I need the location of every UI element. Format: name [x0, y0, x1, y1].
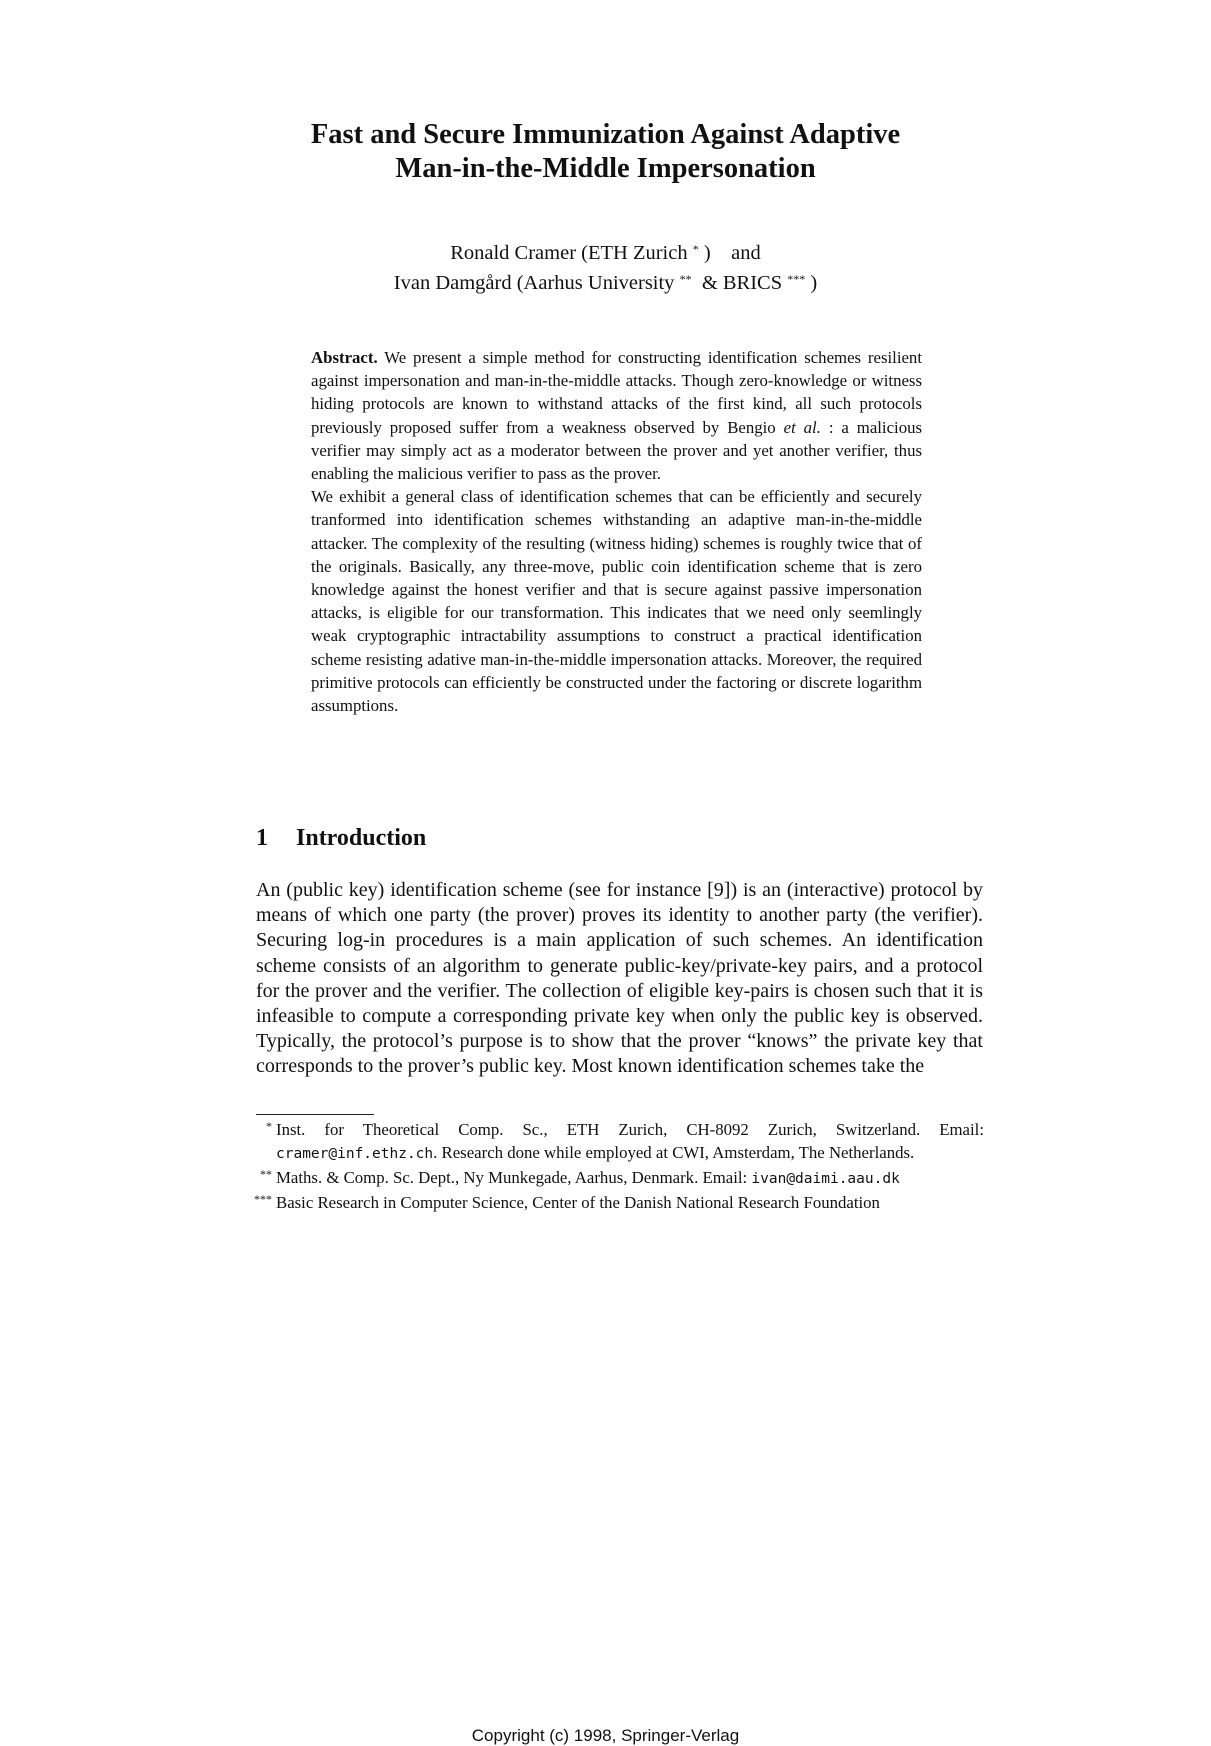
- abstract-text-1a: We present a simple method for constructing identification schemes resilient against impersonation and man-in-the-middle attacks. Though zero-knowledge or witness hiding protocols are known to withstand attacks of the first kind, all such protocols previously proposed suffer from a weakness observed by Bengio: [311, 348, 922, 437]
- author-2-name: Ivan Damgård (Aarhus University: [393, 272, 675, 294]
- footnote-2-mark: **: [260, 1167, 272, 1181]
- footnotes: [230, 1118, 984, 1214]
- author-line-2: [0, 266, 1211, 296]
- footnote-1-text-b: . Research done while employed at CWI, Amsterdam, The Netherlands.: [433, 1143, 915, 1162]
- author-2-close: ): [810, 272, 818, 294]
- abstract-paragraph-1: [311, 346, 922, 485]
- author-2-footnote-mark-2: ***: [787, 272, 806, 286]
- footnote-2-text-a: Maths. & Comp. Sc. Dept., Ny Munkegade, Aarhus, Denmark. Email:: [276, 1168, 748, 1187]
- author-block: [0, 236, 1211, 296]
- footnote-3: [230, 1191, 984, 1214]
- footnote-2-email: ivan@daimi.aau.dk: [751, 1171, 900, 1187]
- footnote-separator: [256, 1114, 374, 1115]
- footnote-2: [230, 1166, 984, 1191]
- abstract-et-al: et al.: [783, 417, 821, 437]
- introduction-paragraph: An (public key) identification scheme (see for instance [9]) is an (interactive) protocol by means of which one party (the prover) proves its identity to another party (the verifier). Securing log-in procedures is a main application of such schemes. An identification scheme consists of an algorithm to generate public-key/private-key pairs, and a protocol for the prover and the verifier. The collection of eligible key-pairs is chosen such that it is infeasible to compute a corresponding private key when only the public key is observed. Typically, the protocol’s purpose is to show that the prover “knows” the private key that corresponds to the prover’s public key. Most known identification schemes take the: [256, 879, 983, 1078]
- author-1-close: ): [703, 242, 711, 264]
- author-1-name: Ronald Cramer (ETH Zurich: [450, 242, 688, 264]
- section-title: Introduction: [296, 825, 427, 851]
- author-conjunction: and: [731, 242, 761, 264]
- abstract-text-1b: : a malicious verifier may simply act as a moderator between the prover and yet another verifier, thus enabling the malicious verifier to pass as the prover.: [311, 417, 923, 484]
- footnote-1: [230, 1118, 984, 1166]
- section-number: 1: [256, 825, 268, 851]
- footnote-3-mark: ***: [254, 1192, 272, 1206]
- paper-title: [0, 118, 1211, 186]
- footnote-1-text-a: Inst. for Theoretical Comp. Sc., ETH Zurich, CH-8092 Zurich, Switzerland. Email:: [276, 1120, 984, 1139]
- author-line-1: [0, 236, 1211, 266]
- section-heading-introduction: [256, 823, 426, 853]
- abstract: [311, 346, 922, 717]
- abstract-label: Abstract.: [311, 348, 378, 367]
- author-1-footnote-mark: *: [692, 242, 699, 256]
- copyright-notice: Copyright (c) 1998, Springer-Verlag: [471, 1726, 740, 1745]
- author-2-footnote-mark: **: [679, 272, 692, 286]
- footnote-1-email: cramer@inf.ethz.ch: [276, 1146, 434, 1162]
- title-line-1: Fast and Secure Immunization Against Adaptive: [310, 119, 901, 150]
- author-2-affiliation: & BRICS: [701, 272, 783, 294]
- introduction-body: [256, 878, 983, 1080]
- footnote-3-text-a: Basic Research in Computer Science, Center of the Danish National Research Foundation: [276, 1193, 880, 1212]
- footnote-1-mark: *: [266, 1119, 272, 1133]
- abstract-paragraph-2: We exhibit a general class of identification schemes that can be efficiently and securely tranformed into identification schemes withstanding an adaptive man-in-the-middle attacker. The complexity of the resulting (witness hiding) schemes is roughly twice that of the originals. Basically, any three-move, public coin identification scheme that is zero knowledge against the honest verifier and that is secure against passive impersonation attacks, is eligible for our transformation. This indicates that we need only seemlingly weak cryptographic intractability assumptions to construct a practical identification scheme resisting adative man-in-the-middle impersonation attacks. Moreover, the required primitive protocols can efficiently be constructed under the factoring or discrete logarithm assumptions.: [311, 487, 922, 716]
- title-line-2: Man-in-the-Middle Impersonation: [395, 153, 816, 184]
